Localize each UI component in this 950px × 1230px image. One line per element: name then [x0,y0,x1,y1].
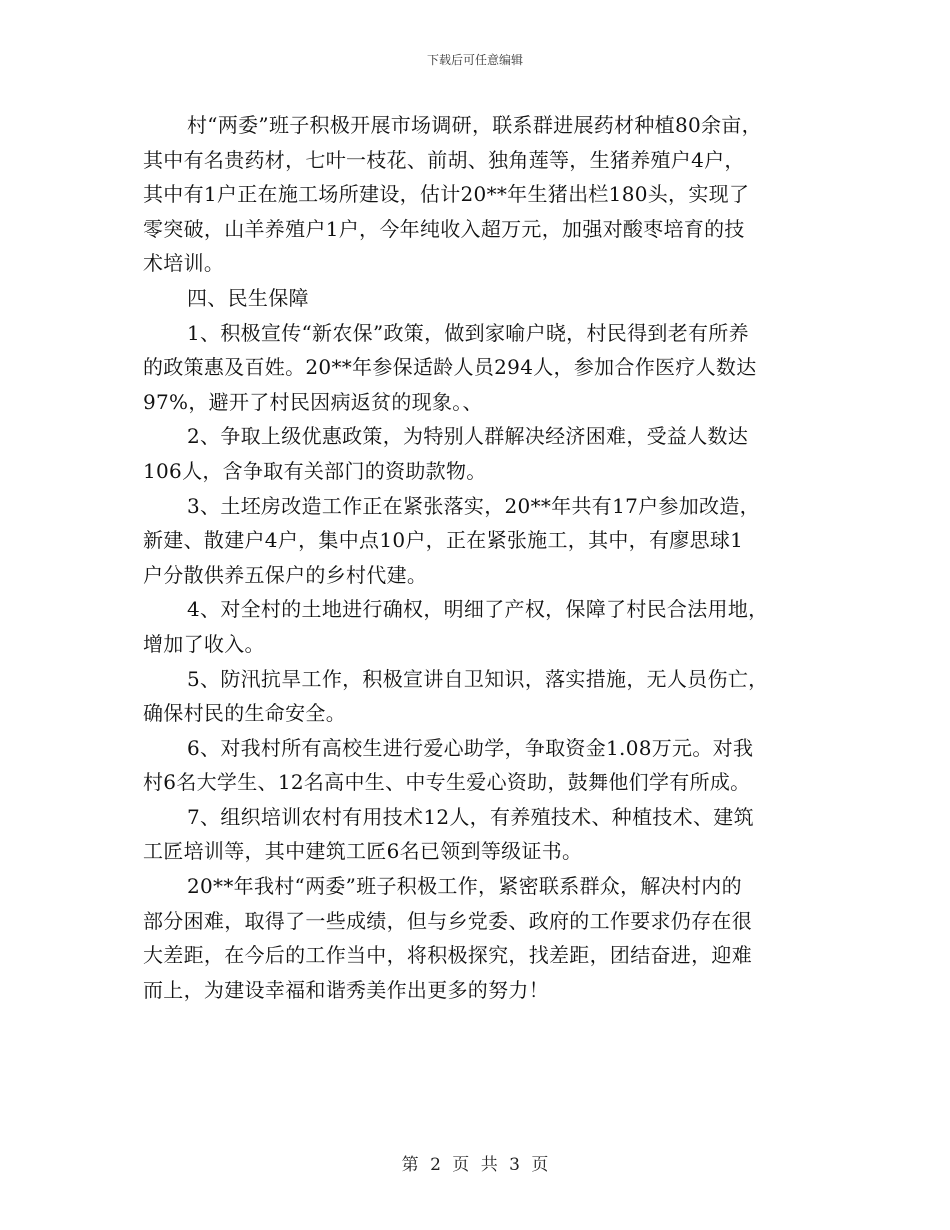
text-line: 零突破，山羊养殖户1户，今年纯收入超万元，加强对酸枣培育的技 [143,216,745,241]
text-line: 97%，避开了村民因病返贫的现象。、 [143,389,483,414]
text-line: 户分散供养五保户的乡村代建。 [143,562,428,587]
text-line: 部分困难，取得了一些成绩，但与乡党委、政府的工作要求仍存在很 [143,908,752,933]
text-line: 的政策惠及百姓。20**年参保适龄人员294人，参加合作医疗人数达 [143,355,757,380]
text-line: 确保村民的生命安全。 [143,701,346,726]
text-line: 工匠培训等，其中建筑工匠6名已领到等级证书。 [143,839,583,864]
section-heading: 四、民生保障 [187,285,309,310]
text-line: 1、积极宣传“新农保”政策，做到家喻户晓，村民得到老有所养 [187,320,749,345]
text-line: 5、防汛抗旱工作，积极宣讲自卫知识，落实措施，无人员伤亡， [187,666,769,691]
text-line: 4、对全村的土地进行确权，明细了产权，保障了村民合法用地， [187,597,769,622]
text-line: 术培训。 [143,251,225,276]
text-line: 3、土坯房改造工作正在紧张落实，20**年共有17户参加改造， [187,493,760,518]
text-line: 其中有1户正在施工场所建设，估计20**年生猪出栏180头，实现了 [143,182,750,207]
text-line: 6、对我村所有高校生进行爱心助学，争取资金1.08万元。对我 [187,735,754,760]
text-line: 增加了收入。 [143,631,265,656]
text-line: 大差距，在今后的工作当中，将积极探究，找差距，团结奋进，迎难 [143,943,752,968]
document-body [143,108,807,1007]
page-header: 下载后可任意编辑 [426,53,523,67]
text-line: 村“两委”班子积极开展市场调研，联系群进展药材种植80余亩， [187,113,762,137]
text-line: 村6名大学生、12名高中生、中专生爱心资助，鼓舞他们学有所成。 [143,770,751,795]
text-line: 新建、散建户4户，集中点10户，正在紧张施工，其中，有廖思球1 [143,528,744,553]
text-line: 2、争取上级优惠政策，为特别人群解决经济困难，受益人数达 [187,424,749,449]
text-line: 而上，为建设幸福和谐秀美作出更多的努力！ [143,977,549,1002]
text-line: 其中有名贵药材，七叶一枝花、前胡、独角莲等，生猪养殖户4户， [143,147,745,172]
text-line: 106人，含争取有关部门的资助款物。 [143,458,487,483]
page-number-footer: 第 2 页 共 3 页 [401,1155,549,1175]
text-line: 7、组织培训农村有用技术12人，有养殖技术、种植技术、建筑 [187,804,754,829]
text-line: 20**年我村“两委”班子积极工作，紧密联系群众，解决村内的 [187,874,742,899]
